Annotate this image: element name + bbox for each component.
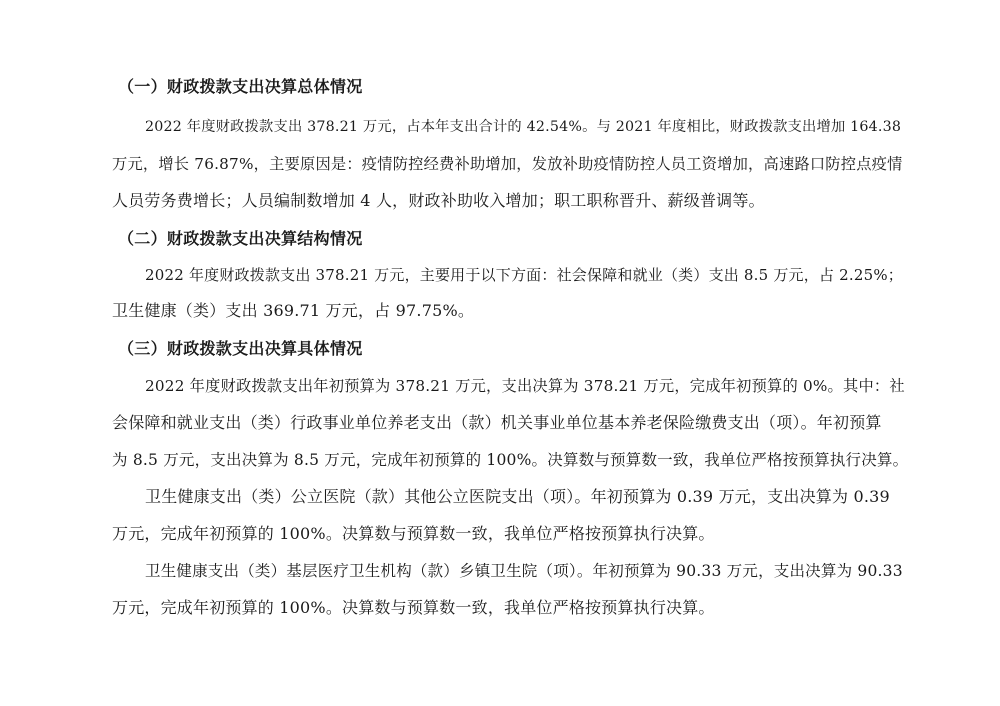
section-3-para-1-line-2: 会保障和就业支出（类）行政事业单位养老支出（款）机关事业单位基本养老保险缴费支出（项）。年初预算 xyxy=(112,413,882,432)
section-3-para-3-line-2: 万元，完成年初预算的 100%。决算数与预算数一致，我单位严格按预算执行决算。 xyxy=(112,598,715,617)
section-1-line-3: 人员劳务费增长；人员编制数增加 4 人，财政补助收入增加；职工职称晋升、薪级普调等。 xyxy=(112,191,765,210)
section-3-para-1-line-1: 2022 年度财政拨款支出年初预算为 378.21 万元，支出决算为 378.21 万元，完成年初预算的 0%。其中：社 xyxy=(145,377,905,395)
section-3-para-2-line-1: 卫生健康支出（类）公立医院（款）其他公立医院支出（项）。年初预算为 0.39 万元，支出决算为 0.39 xyxy=(145,487,890,506)
section-3-para-1-line-3: 为 8.5 万元，支出决算为 8.5 万元，完成年初预算的 100%。决算数与预算数一致，我单位严格按预算执行决算。 xyxy=(112,451,909,469)
section-2-heading: （二）财政拨款支出决算结构情况 xyxy=(118,229,363,248)
section-1-line-2: 万元，增长 76.87%，主要原因是：疫情防控经费补助增加，发放补助疫情防控人员工资增加，高速路口防控点疫情 xyxy=(112,155,903,173)
section-1-heading: （一）财政拨款支出决算总体情况 xyxy=(118,77,363,96)
section-1-line-1: 2022 年度财政拨款支出 378.21 万元，占本年支出合计的 42.54%。与 2021 年度相比，财政拨款支出增加 164.38 xyxy=(145,119,902,135)
section-3-heading: （三）财政拨款支出决算具体情况 xyxy=(118,339,363,358)
section-2-line-1: 2022 年度财政拨款支出 378.21 万元，主要用于以下方面：社会保障和就业（类）支出 8.5 万元，占 2.25%； xyxy=(145,266,903,284)
section-2-line-2: 卫生健康（类）支出 369.71 万元，占 97.75%。 xyxy=(112,301,475,320)
section-3-para-2-line-2: 万元，完成年初预算的 100%。决算数与预算数一致，我单位严格按预算执行决算。 xyxy=(112,524,715,543)
section-3-para-3-line-1: 卫生健康支出（类）基层医疗卫生机构（款）乡镇卫生院（项）。年初预算为 90.33 万元，支出决算为 90.33 xyxy=(145,562,903,580)
